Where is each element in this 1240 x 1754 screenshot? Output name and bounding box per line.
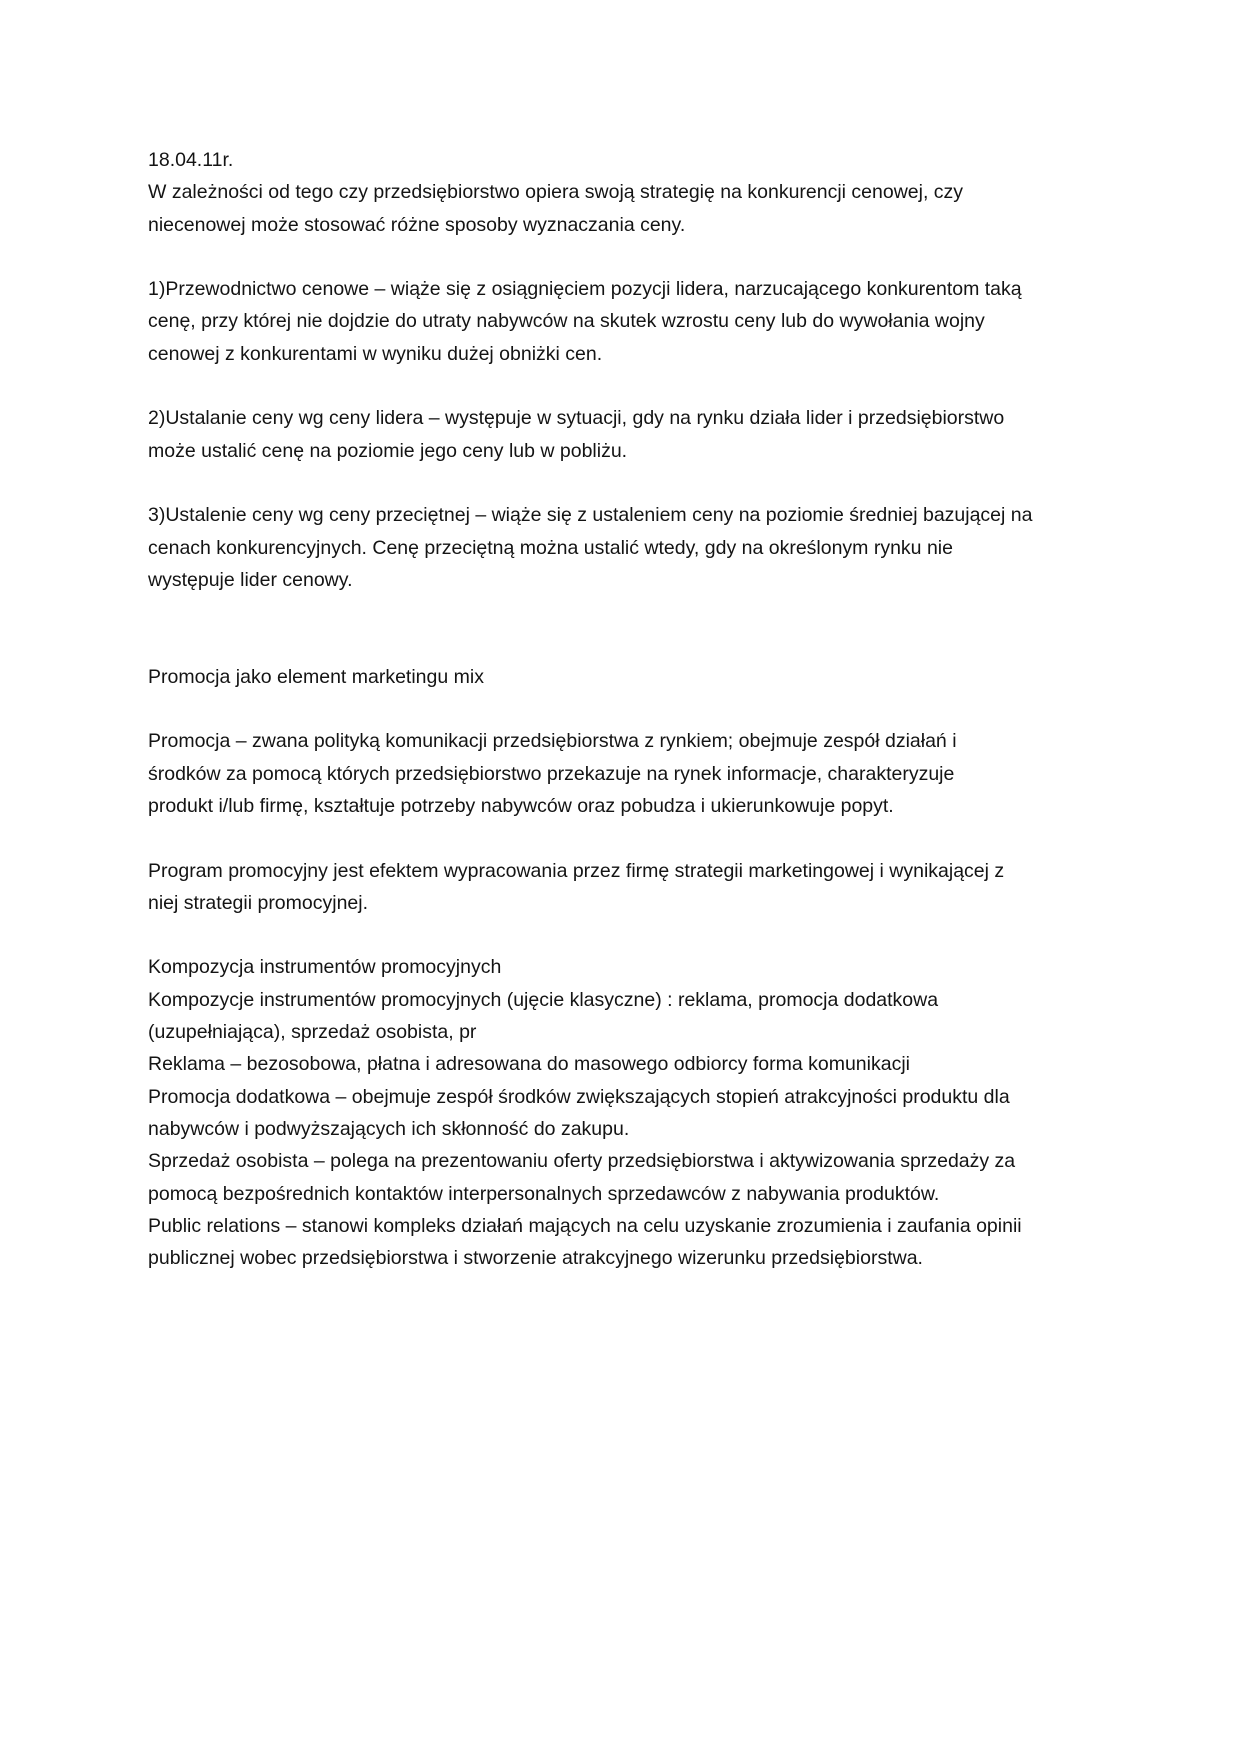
- point-2-paragraph: [148, 402, 1098, 467]
- advertising-definition: Reklama – bezosobowa, płatna i adresowana do masowego odbiorcy forma komunikacji: [148, 1053, 910, 1076]
- document-date: 18.04.11r.: [148, 149, 234, 171]
- personal-selling-definition: Sprzedaż osobista – polega na prezentowaniu oferty przedsiębiorstwa i aktywizowania sprzedaży za: [148, 1150, 1016, 1173]
- personal-selling-definition: pomocą bezpośrednich kontaktów interpersonalnych sprzedawców z nabywania produktów.: [148, 1182, 940, 1205]
- point-1-line: cenowej z konkurentami w wyniku dużej obniżki cen.: [148, 342, 603, 365]
- composition-heading: Kompozycja instrumentów promocyjnych: [148, 956, 502, 979]
- paragraph-spacer: [148, 241, 1098, 273]
- program-line: Program promocyjny jest efektem wypracowania przez firmę strategii marketingowej i wynikającej z: [148, 859, 1005, 882]
- paragraph-spacer: [148, 628, 1098, 660]
- promo-definition-line: środków za pomocą których przedsiębiorstwo przekazuje na rynek informacje, charakteryzuje: [148, 762, 955, 785]
- document-body: [148, 144, 1098, 1274]
- public-relations-definition: Public relations – stanowi kompleks działań mających na celu uzyskanie zrozumienia i zaufania opinii: [148, 1214, 1022, 1237]
- paragraph-spacer: [148, 467, 1098, 499]
- point-1-line: cenę, przy której nie dojdzie do utraty nabywców na skutek wzrostu ceny lub do wywołania wojny: [148, 310, 985, 333]
- public-relations-definition: publicznej wobec przedsiębiorstwa i stworzenie atrakcyjnego wizerunku przedsiębiorstwa.: [148, 1247, 923, 1270]
- program-paragraph: [148, 855, 1098, 920]
- point-3-line: występuje lider cenowy.: [148, 568, 353, 591]
- sales-promotion-definition: Promocja dodatkowa – obejmuje zespół środków zwiększających stopień atrakcyjności produktu dla: [148, 1085, 1010, 1108]
- program-line: niej strategii promocyjnej.: [148, 891, 369, 914]
- point-3-paragraph: [148, 499, 1098, 596]
- composition-line: Kompozycje instrumentów promocyjnych (ujęcie klasyczne) : reklama, promocja dodatkowa: [148, 988, 939, 1011]
- point-2-line: może ustalić cenę na poziomie jego ceny lub w pobliżu.: [148, 439, 628, 462]
- intro-paragraph: [148, 176, 1098, 241]
- intro-line: niecenowej może stosować różne sposoby wyznaczania ceny.: [148, 213, 686, 236]
- composition-section: [148, 951, 1098, 1274]
- paragraph-spacer: [148, 822, 1098, 854]
- point-3-line: cenach konkurencyjnych. Cenę przeciętną można ustalić wtedy, gdy na określonym rynku nie: [148, 536, 953, 559]
- promo-definition-paragraph: [148, 725, 1098, 822]
- paragraph-spacer: [148, 919, 1098, 951]
- promo-definition-line: produkt i/lub firmę, kształtuje potrzeby nabywców oraz pobudza i ukierunkowuje popyt.: [148, 794, 894, 817]
- point-1-line: 1)Przewodnictwo cenowe – wiąże się z osiągnięciem pozycji lidera, narzucającego konkurentom taką: [148, 278, 1022, 301]
- promo-heading: Promocja jako element marketingu mix: [148, 665, 484, 688]
- paragraph-spacer: [148, 370, 1098, 402]
- point-1-paragraph: [148, 273, 1098, 370]
- point-3-line: 3)Ustalenie ceny wg ceny przeciętnej – wiąże się z ustaleniem ceny na poziomie średniej bazującej na: [148, 504, 1033, 527]
- promo-definition-line: Promocja – zwana polityką komunikacji przedsiębiorstwa z rynkiem; obejmuje zespół działań i: [148, 730, 957, 753]
- point-2-line: 2)Ustalanie ceny wg ceny lidera – występuje w sytuacji, gdy na rynku działa lider i przedsiębiorstwo: [148, 407, 1005, 430]
- sales-promotion-definition: nabywców i podwyższających ich skłonność do zakupu.: [148, 1117, 630, 1140]
- paragraph-spacer: [148, 693, 1098, 725]
- paragraph-spacer: [148, 596, 1098, 628]
- composition-line: (uzupełniająca), sprzedaż osobista, pr: [148, 1021, 477, 1044]
- intro-line: W zależności od tego czy przedsiębiorstwo opiera swoją strategię na konkurencji cenowej, czy: [148, 181, 964, 204]
